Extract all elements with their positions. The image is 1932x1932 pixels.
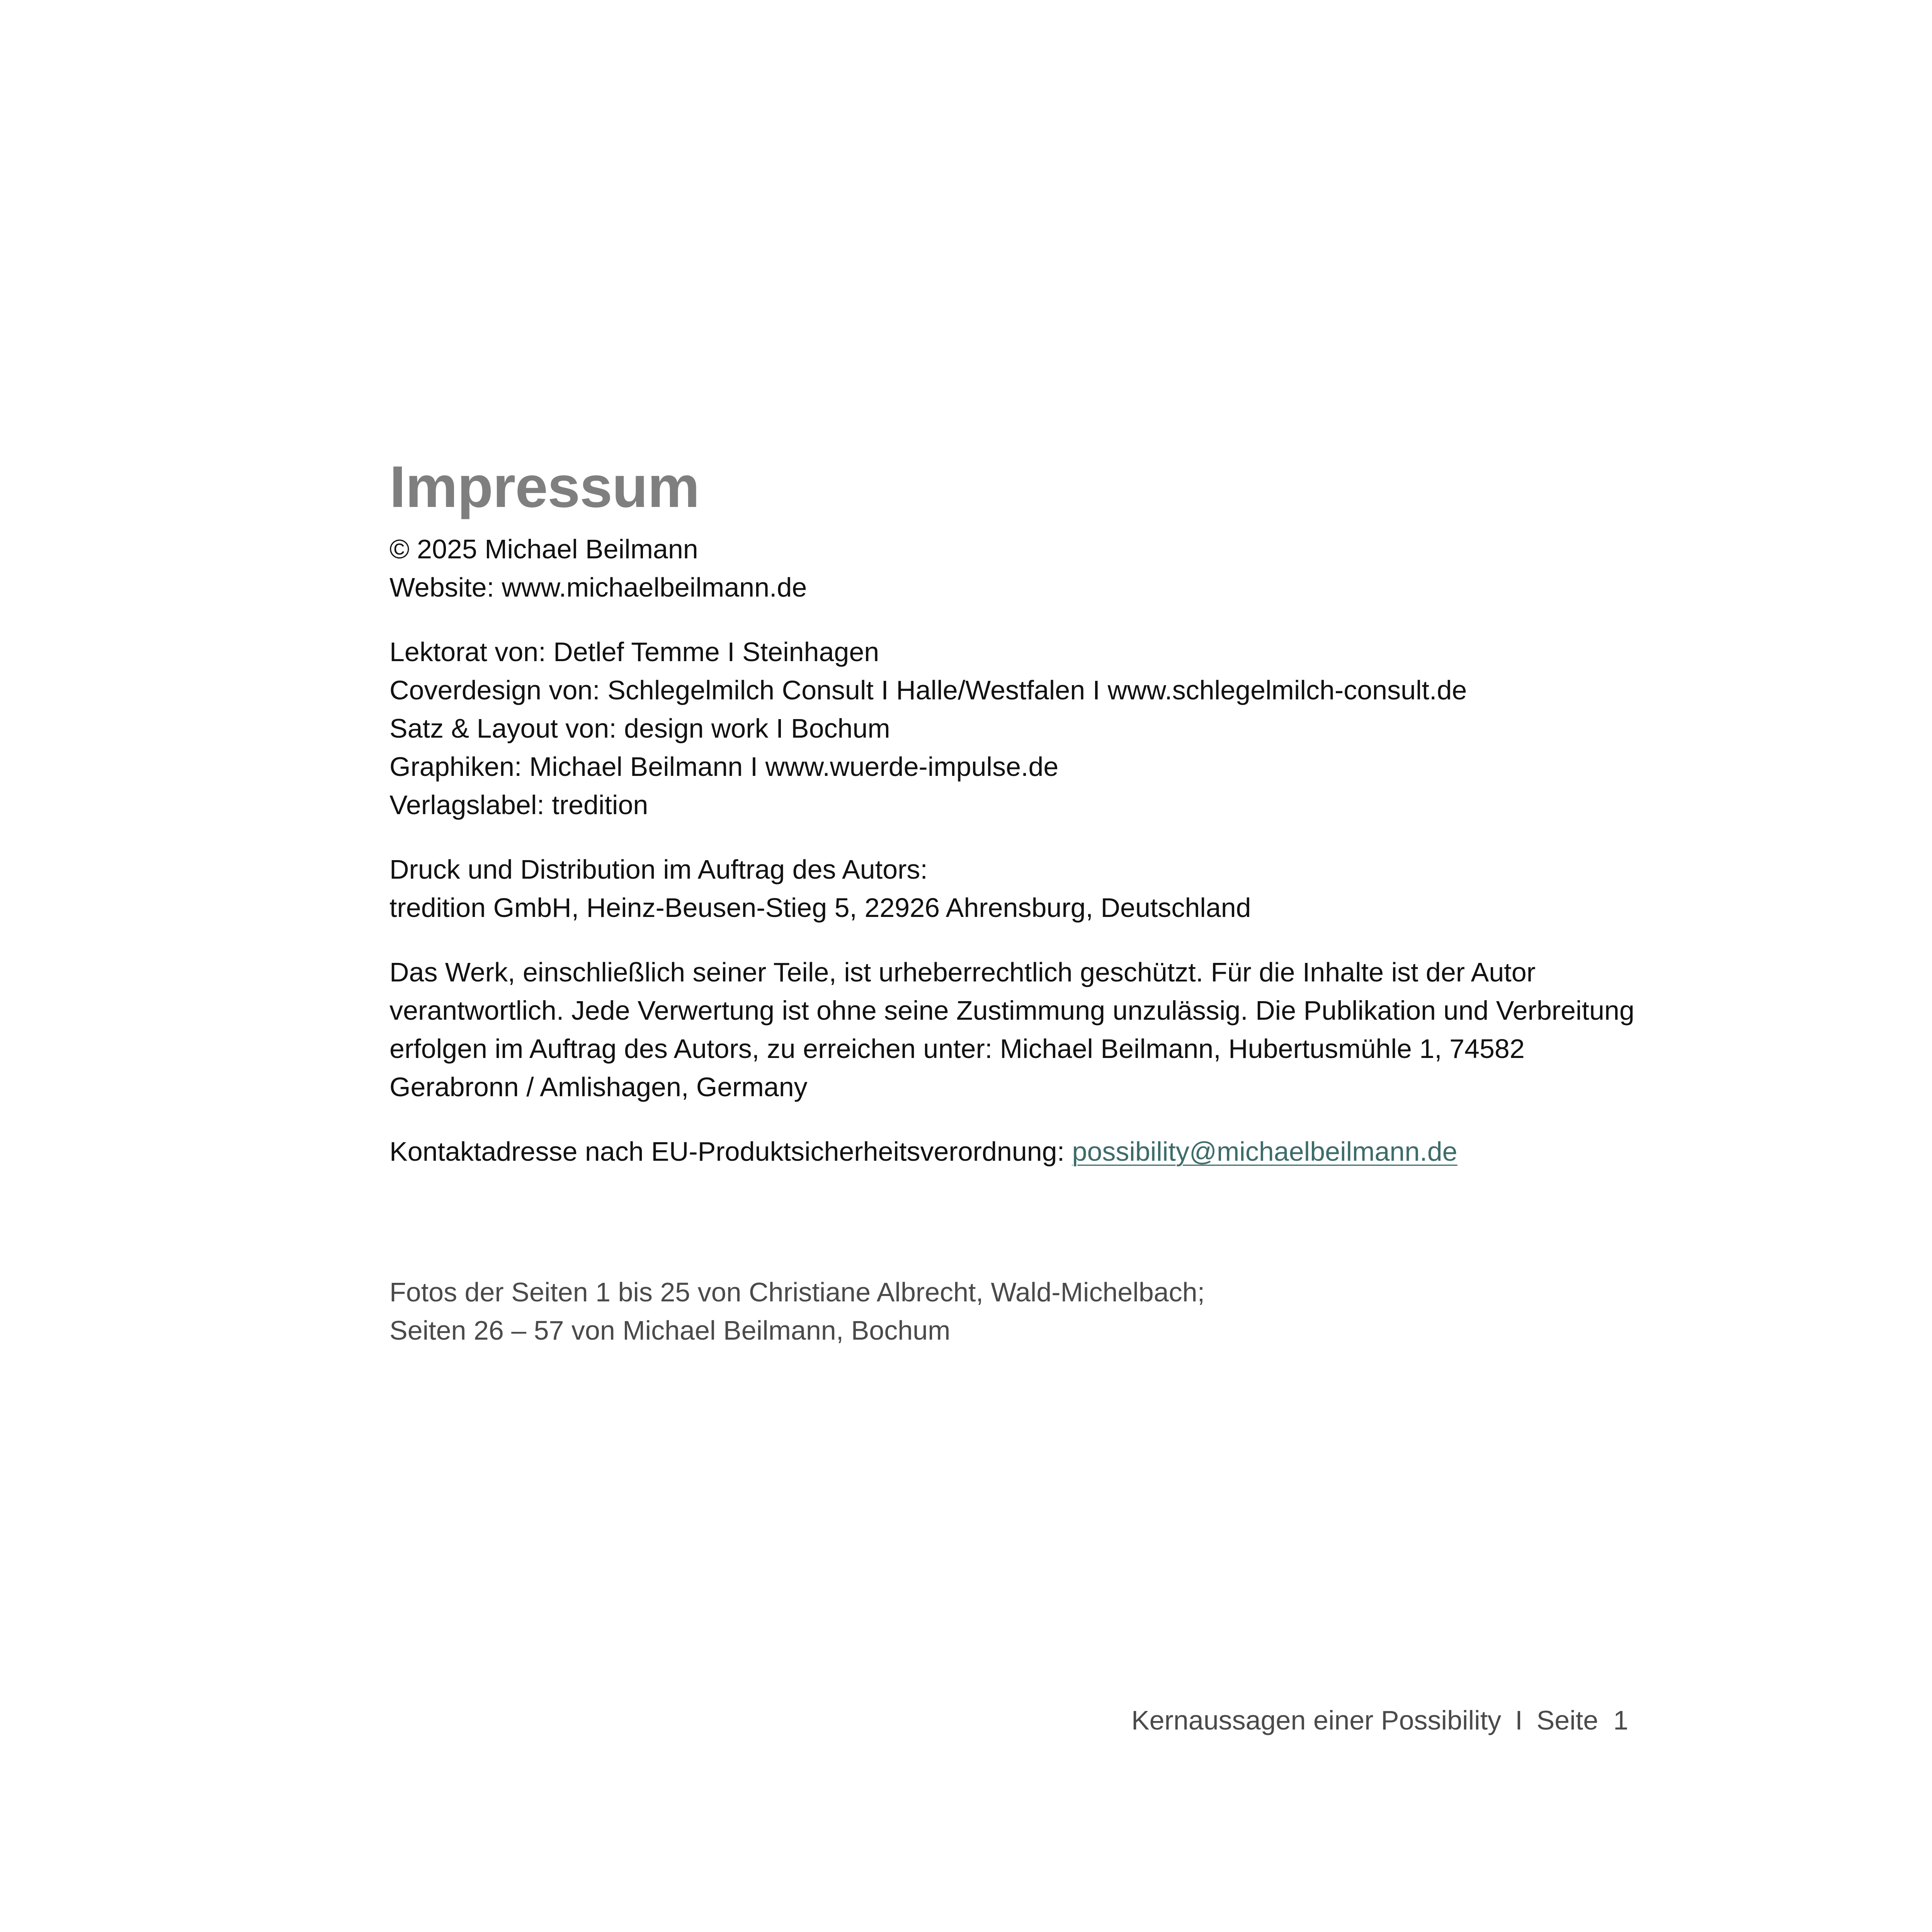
- copyright-line: © 2025 Michael Beilmann: [389, 534, 698, 564]
- impressum-content: [389, 452, 1649, 1171]
- author-block: [389, 530, 1649, 607]
- page-title: Impressum: [389, 454, 699, 520]
- credit-line-label: Verlagslabel: tredition: [389, 790, 648, 820]
- photo-credits: [389, 1273, 1649, 1350]
- contact-label: Kontaktadresse nach EU-Produktsicherheitsverordnung:: [389, 1136, 1072, 1167]
- legal-block: [389, 953, 1649, 1106]
- distribution-block: [389, 850, 1649, 927]
- credit-line-layout: Satz & Layout von: design work I Bochum: [389, 713, 890, 743]
- footer-book-title: Kernaussagen einer Possibility: [1131, 1705, 1502, 1735]
- page-footer: [1131, 1701, 1628, 1740]
- website-line: Website: www.michaelbeilmann.de: [389, 572, 807, 602]
- footer-page-label: Seite: [1536, 1705, 1599, 1735]
- distribution-line-1: Druck und Distribution im Auftrag des Autors:: [389, 854, 928, 884]
- credits-block: [389, 633, 1649, 824]
- legal-text: Das Werk, einschließlich seiner Teile, ist urheberrechtlich geschützt. Für die Inhalte ist der Autor verantwortlich. Jede Verwertung ist ohne seine Zustimmung unzulässig. Die Publikation und Verbreitung erfolgen im Auftrag des Autors, zu erreichen unter: Michael Beilmann, Hubertusmühle 1, 74582 Gerabronn / Amlishagen, Germany: [389, 957, 1634, 1102]
- credit-line-coverdesign: Coverdesign von: Schlegelmilch Consult I Halle/Westfalen I www.schlegelmilch-consult.de: [389, 675, 1467, 705]
- credit-line-lektorat: Lektorat von: Detlef Temme I Steinhagen: [389, 637, 879, 667]
- distribution-line-2: tredition GmbH, Heinz-Beusen-Stieg 5, 22926 Ahrensburg, Deutschland: [389, 893, 1251, 923]
- footer-page-number: 1: [1613, 1705, 1628, 1735]
- contact-email-link[interactable]: possibility@michaelbeilmann.de: [1072, 1136, 1458, 1167]
- photo-credit-line-1: Fotos der Seiten 1 bis 25 von Christiane Albrecht, Wald-Michelbach;: [389, 1277, 1205, 1307]
- footer-separator: I: [1515, 1705, 1523, 1735]
- credit-line-graphics: Graphiken: Michael Beilmann I www.wuerde-impulse.de: [389, 752, 1059, 782]
- photo-credit-line-2: Seiten 26 – 57 von Michael Beilmann, Bochum: [389, 1315, 951, 1345]
- contact-block: [389, 1133, 1649, 1171]
